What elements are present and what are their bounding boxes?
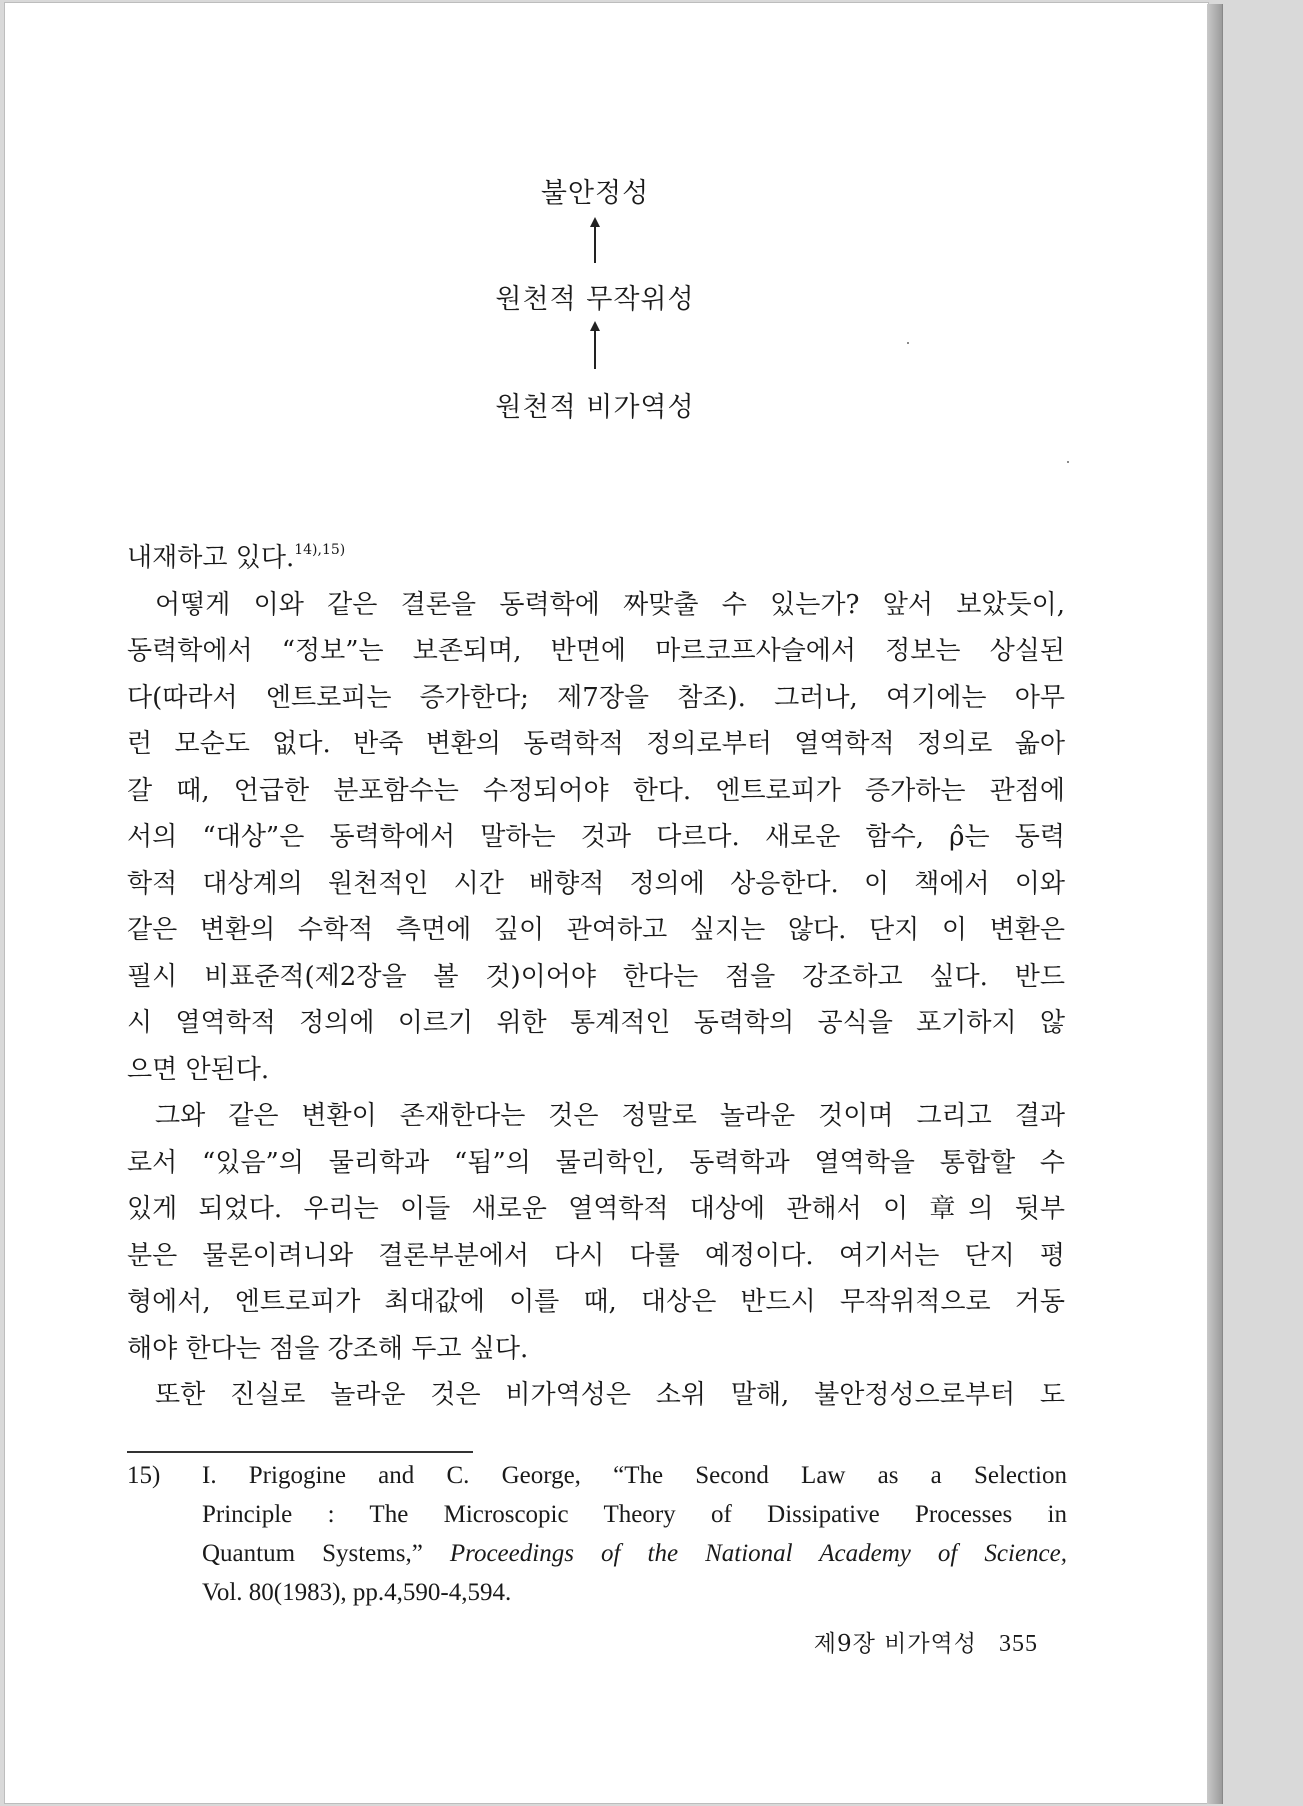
text-line: 시 열역학적 정의에 이르기 위한 통계적인 동력학의 공식을 포기하지 않 (127, 1008, 1065, 1038)
print-speck (1067, 461, 1069, 463)
diagram-label-top: 불안정성 (540, 178, 650, 209)
footnote-text: Principle : The Microscopic Theory of Dissipative Processes in (202, 1501, 1067, 1528)
text-line: 서의 “대상”은 동력학에서 말하는 것과 다르다. 새로운 함수, ρ̂는 동력 (127, 822, 1065, 852)
text-line: 내재하고 있다.$^{14),15)}$ (127, 542, 346, 573)
text-line: 으면 안된다. (127, 1054, 270, 1085)
arrow-shaft (594, 329, 596, 369)
footnote-text: Vol. 80(1983), pp.4,590-4,594. (202, 1579, 512, 1606)
footnote (127, 1456, 1067, 1612)
footnote-divider (127, 1451, 473, 1453)
footnote-text: Quantum Systems,” Proceedings of the National Academy of Science, (202, 1540, 1068, 1567)
text-line: 형에서, 엔트로피가 최대값에 이를 때, 대상은 반드시 무작위적으로 거동 (127, 1287, 1065, 1317)
book-page (4, 2, 1209, 1804)
text-line: 동력학에서 “정보”는 보존되며, 반면에 마르코프사슬에서 정보는 상실된 (127, 636, 1065, 666)
page-edge (1207, 4, 1223, 1804)
body-text (127, 535, 1065, 1419)
footnote-number: 15) (127, 1462, 161, 1489)
diagram-label-middle: 원천적 무작위성 (495, 284, 695, 315)
arrow-shaft (594, 225, 596, 263)
text-line: 학적 대상계의 원천적인 시간 배향적 정의에 상응한다. 이 책에서 이와 (127, 868, 1065, 899)
text-line: 어떻게 이와 같은 결론을 동력학에 짜맞출 수 있는가? 앞서 보았듯이, (155, 589, 1065, 620)
text-line: 그와 같은 변환이 존재한다는 것은 정말로 놀라운 것이며 그리고 결과 (155, 1101, 1065, 1131)
text-line: 다(따라서 엔트로피는 증가한다; 제7장을 참조). 그러나, 여기에는 아무 (127, 682, 1065, 713)
running-footer (814, 1625, 1038, 1658)
diagram-label-bottom: 원천적 비가역성 (495, 392, 695, 423)
text-line: 해야 한다는 점을 강조해 두고 싶다. (127, 1333, 529, 1364)
text-line: 로서 “있음”의 물리학과 “됨”의 물리학인, 동력학과 열역학을 통합할 수 (127, 1147, 1065, 1178)
print-speck (907, 342, 909, 344)
page-number: 355 (999, 1631, 1038, 1657)
causal-diagram (5, 3, 1208, 503)
chapter-title: 제9장 비가역성 (813, 1631, 977, 1657)
text-line: 같은 변환의 수학적 측면에 깊이 관여하고 싶지는 않다. 단지 이 변환은 (127, 915, 1065, 945)
text-line: 갈 때, 언급한 분포함수는 수정되어야 한다. 엔트로피가 증가하는 관점에 (127, 775, 1065, 806)
text-line: 런 모순도 없다. 반죽 변환의 동력학적 정의로부터 열역학적 정의로 옮아 (127, 729, 1065, 759)
text-line: 또한 진실로 놀라운 것은 비가역성은 소위 말해, 불안정성으로부터 도 (155, 1380, 1065, 1410)
text-line: 필시 비표준적(제2장을 볼 것)이어야 한다는 점을 강조하고 싶다. 반드 (127, 961, 1065, 992)
text-line: 있게 되었다. 우리는 이들 새로운 열역학적 대상에 관해서 이 章의 뒷부 (127, 1194, 1065, 1224)
footnote-ref: 14),15) (294, 542, 346, 558)
text-line: 분은 물론이려니와 결론부분에서 다시 다룰 예정이다. 여기서는 단지 평 (127, 1240, 1065, 1271)
footnote-text: I. Prigogine and C. George, “The Second Law as a Selection (202, 1462, 1067, 1489)
